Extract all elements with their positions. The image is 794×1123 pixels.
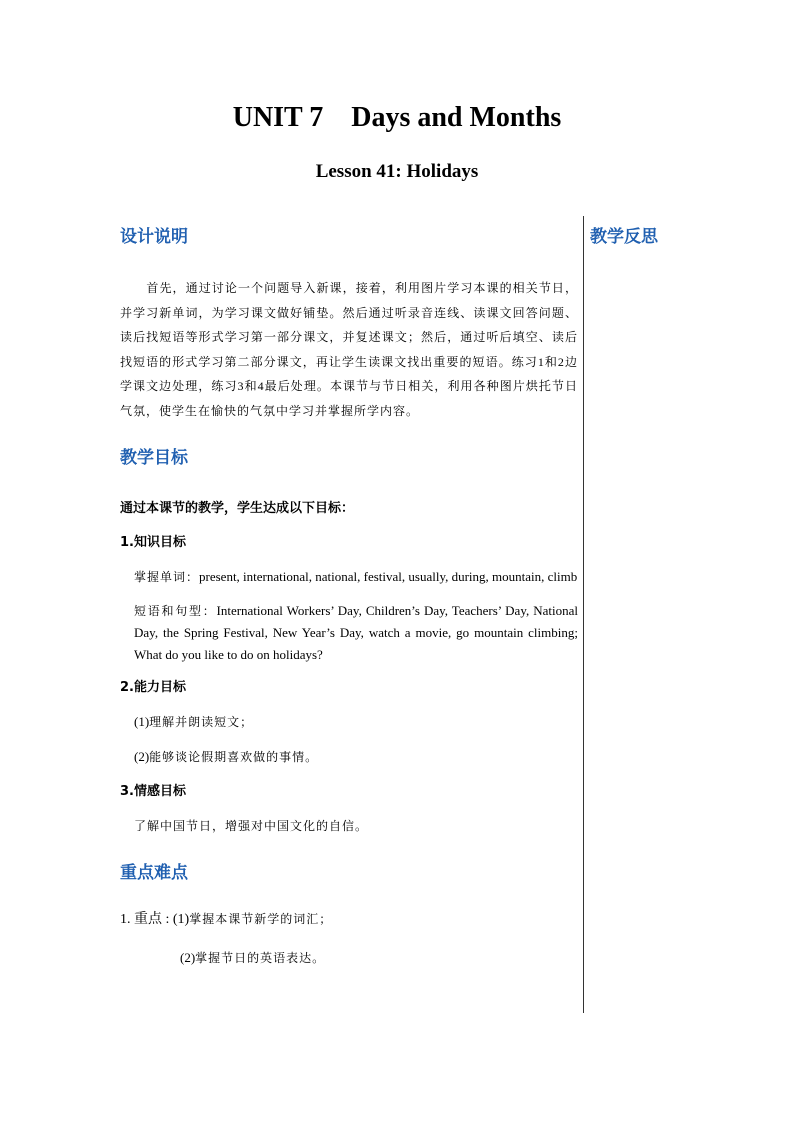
objectives-heading: 教学目标 bbox=[120, 448, 188, 468]
page-title: UNIT 7 Days and Months bbox=[232, 102, 562, 133]
key-points-line-2-text: 掌握节日的英语表达。 bbox=[195, 951, 326, 965]
vocabulary-list: present, international, national, festival, usually, during, mountain, climb bbox=[199, 569, 578, 584]
ability-item-1 bbox=[120, 712, 578, 732]
emotion-heading: 3.情感目标 bbox=[120, 784, 186, 799]
phrases-list: International Workers’ Day, Children’s Day, Teachers’ Day, National Day, the Spring Festival, New Year’s Day, watch a movie, go mountain climbing; What do you like to do on holidays? bbox=[134, 603, 578, 662]
key-points-line-1-text: 掌握本课节新学的词汇； bbox=[189, 912, 333, 926]
phrases-label: 短语和句型： bbox=[134, 604, 217, 618]
vocabulary-paragraph bbox=[120, 566, 578, 588]
key-points-line-2 bbox=[120, 947, 578, 969]
ability-item-1-text: 理解并朗读短文； bbox=[149, 715, 254, 729]
emotion-item-text: 了解中国节日，增强对中国文化的自信。 bbox=[134, 819, 369, 833]
emotion-item bbox=[120, 816, 578, 836]
design-description: 首先，通过讨论一个问题导入新课，接着，利用图片学习本课的相关节日，并学习新单词，为学习课文做好铺垫。然后通过听录音连线、读课文回答问题、读后找短语等形式学习第一部分课文，并复述课文；然后，通过听后填空、读后找短语的形式学习第二部分课文，再让学生读课文找出重要的短语。练习1和2边学课文边处理，练习3和4最后处理。本课节与节日相关，利用各种图片烘托节日气氛，使学生在愉快的气氛中学习并掌握所学内容。 bbox=[120, 281, 578, 418]
key-points-line-1 bbox=[120, 908, 578, 931]
design-heading: 设计说明 bbox=[120, 227, 188, 247]
main-column bbox=[120, 222, 578, 969]
ability-item-2-number: (2) bbox=[134, 749, 150, 764]
ability-item-2 bbox=[120, 747, 578, 767]
vocabulary-label: 掌握单词： bbox=[134, 570, 200, 584]
lesson-subtitle: Lesson 41: Holidays bbox=[315, 161, 479, 182]
reflection-heading: 教学反思 bbox=[590, 227, 658, 247]
key-points-line-2-prefix: (2) bbox=[180, 950, 196, 965]
knowledge-heading: 1.知识目标 bbox=[120, 535, 186, 550]
ability-item-2-text: 能够谈论假期喜欢做的事情。 bbox=[149, 750, 319, 764]
key-points-line-1-prefix: 1. 重点 : (1) bbox=[120, 912, 190, 927]
phrases-paragraph bbox=[120, 600, 578, 666]
column-divider bbox=[583, 216, 584, 1013]
ability-item-1-number: (1) bbox=[134, 714, 150, 729]
reflection-column bbox=[590, 222, 780, 252]
ability-heading: 2.能力目标 bbox=[120, 680, 186, 695]
key-points-heading: 重点难点 bbox=[120, 863, 188, 883]
objectives-lead: 通过本课节的教学，学生达成以下目标： bbox=[120, 501, 355, 516]
